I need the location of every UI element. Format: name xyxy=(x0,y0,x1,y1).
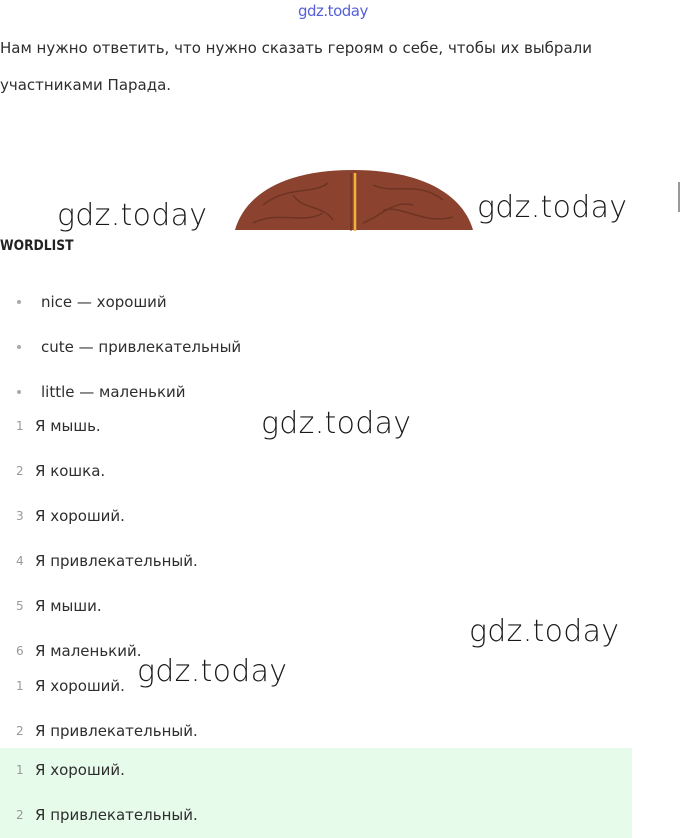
item-number: 1 xyxy=(16,419,24,433)
item-text: Я привлекательный. xyxy=(35,806,198,824)
item-number: 3 xyxy=(16,509,24,523)
item-text: Я привлекательный. xyxy=(35,552,198,570)
item-number: 4 xyxy=(16,554,24,568)
bullet-icon xyxy=(17,345,21,349)
watermark: gdz.today xyxy=(477,190,628,225)
watermark: gdz.today xyxy=(57,198,208,233)
walnut-illustration xyxy=(233,165,475,231)
list-item xyxy=(0,748,632,793)
item-text: Я хороший. xyxy=(35,761,125,779)
watermark: gdz.today xyxy=(469,614,620,649)
item-number: 6 xyxy=(16,644,24,658)
bullet-icon xyxy=(17,300,21,304)
intro-line-1: Нам нужно ответить, что нужно сказать героям о себе, чтобы их выбрали xyxy=(0,39,592,57)
item-text: Я мыши. xyxy=(35,597,102,615)
item-number: 5 xyxy=(16,599,24,613)
item-text: Я хороший. xyxy=(35,507,125,525)
answer-list-highlighted xyxy=(0,748,632,838)
item-text: Я привлекательный. xyxy=(35,722,198,740)
item-number: 1 xyxy=(16,679,24,693)
wordlist xyxy=(0,280,241,415)
watermark: gdz.today xyxy=(261,406,412,441)
list-item xyxy=(0,325,241,370)
watermark: gdz.today xyxy=(137,654,288,689)
item-number: 2 xyxy=(16,464,24,478)
item-text: Я хороший. xyxy=(35,677,125,695)
bullet-icon xyxy=(17,390,21,394)
wordlist-item-label: cute — привлекательный xyxy=(41,338,242,356)
item-number: 2 xyxy=(16,724,24,738)
intro-line-2: участниками Парада. xyxy=(0,76,172,94)
wordlist-item-label: nice — хороший xyxy=(41,293,167,311)
list-item xyxy=(0,793,632,838)
item-number: 1 xyxy=(16,763,24,777)
intro-paragraph xyxy=(0,30,660,104)
wordlist-item-label: little — маленький xyxy=(41,383,186,401)
wordlist-heading: WORDLIST xyxy=(0,238,74,254)
list-item xyxy=(0,280,241,325)
item-text: Я маленький. xyxy=(35,642,142,660)
item-number: 2 xyxy=(16,808,24,822)
item-text: Я кошка. xyxy=(35,462,106,480)
watermark-top: gdz.today xyxy=(298,2,368,20)
item-text: Я мышь. xyxy=(35,417,101,435)
